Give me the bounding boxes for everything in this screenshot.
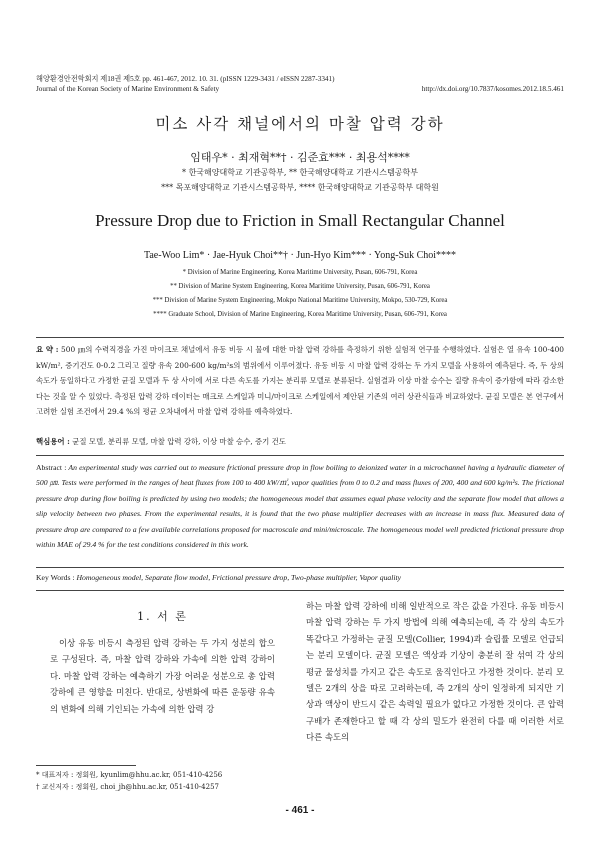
keywords-bottom-rule (36, 590, 564, 591)
affiliation-ko-2: *** 목포해양대학교 기관시스템공학부, **** 한국해양대학교 기관공학부 대학원 (161, 183, 439, 192)
authors-english: Tae-Woo Lim* · Jae-Hyuk Choi**† · Jun-Hyo Kim*** · Yong-Suk Choi**** (143, 250, 457, 261)
abstract-top-rule (36, 337, 564, 338)
footnote-corresponding: † 교신저자 : 정회원, choi_jh@hhu.ac.kr, 051-410-4257 (36, 783, 219, 791)
keywords-ko-text: 균질 모델, 분리류 모델, 마찰 압력 강하, 이상 마찰 승수, 증기 건도 (72, 437, 286, 446)
abstract-ko-label: 요 약 : (36, 345, 59, 354)
abstract-en-label: Abstract : (36, 463, 67, 472)
journal-header-en: Journal of the Korean Society of Marine Environment & Safety (36, 85, 220, 93)
affiliation-en-4: **** Graduate School, Division of Marine Engineering, Korea Maritime University, Pusan, 606-791, Korea (153, 311, 447, 318)
footnote-author: * 대표저자 : 정회원, kyunlim@hhu.ac.kr, 051-410-4256 (36, 771, 223, 779)
affiliation-en-3: *** Division of Marine System Engineering, Mokpo National Maritime University, Mokpo, 530-729, Korea (152, 297, 448, 304)
keywords-ko-label: 핵심용어 : (36, 437, 70, 446)
authors-korean: 임태우* · 최재혁**† · 김준효*** · 최용석**** (190, 151, 410, 164)
section-title-introduction: 1. 서 론 (137, 610, 188, 623)
journal-header-ko: 해양환경안전학회지 제18권 제5호 pp. 461-467, 2012. 10. 31. (pISSN 1229-3431 / eISSN 2287-3341) (36, 75, 335, 83)
affiliation-en-1: * Division of Marine Engineering, Korea Maritime University, Pusan, 606-791, Korea (182, 269, 418, 276)
page-number: - 461 - (285, 805, 315, 816)
keywords-en-label: Key Words : (36, 573, 75, 582)
keywords-english (36, 570, 564, 585)
body-column-left: 이상 유동 비등시 측정된 압력 강하는 두 가지 성분의 합으로 구성된다. 즉, 마찰 압력 강하와 가속에 의한 압력 강하이다. 마찰 압력 강하는 예측하기 가장 어려운 성분으로 총 압력 강하에 큰 영향을 미친다. 반대로, 상변화에 따른 운동량 유속의 변화에 의해 기인되는 가속에 의한 압력 강 (50, 638, 275, 714)
affiliation-ko-1: * 한국해양대학교 기관공학부, ** 한국해양대학교 기관시스템공학부 (182, 168, 418, 177)
affiliation-en-2: ** Division of Marine System Engineering, Korea Maritime University, Pusan, 606-791, Korea (170, 283, 430, 290)
abstract-en-text: An experimental study was carried out to measure frictional pressure drop in flow boiling to deionized water in a microchannel having a hydraulic diameter of 500 ㎛. Tests were performed in the ranges of heat fluxes from 100 to 400 kW/㎡, vapor qualities from 0 to 0.2 and mass fluxes of 200, 400 and 600 kg/m²s. The frictional pressure drop during flow boiling is predicted by using two models; the homogeneous model that assumes equal phase velocity and the separate flow model that allows a slip velocity between two phases. From the experimental results, it is found that the two phase multiplier decreases with an increase in mass flux. Measured data of pressure drop are compared to a few available correlations proposed for macroscale and mini/microscale. The homogeneous model well predicted frictional pressure drop within MAE of 29.4 % for the test conditions considered in this work. (36, 463, 564, 550)
abstract-mid-rule (36, 455, 564, 456)
abstract-english (36, 460, 564, 552)
title-english: Pressure Drop due to Friction in Small Rectangular Channel (95, 211, 505, 230)
body-column-right: 하는 마찰 압력 강하에 비해 일반적으로 작은 값을 가진다. 유동 비등시 마찰 압력 강하는 두 가지 방법에 의해 예측되는데, 즉 각 상의 속도가 똑같다고 가정하는 균질 모델(Collier, 1994)과 슬립률 모델로 언급되는 분리 모델이다. 균질 모델은 액상과 기상이 충분히 잘 섞여 각 상의 평균 물성치를 가지고 같은 속도로 움직인다고 가정한 것이다. 분리 모델은 2개의 상을 따로 고려하는데, 즉 2개의 상이 일정하게 되지만 기상과 액상이 반드시 같은 속력일 필요가 없다고 가정한 것이다. 큰 압력 구배가 존재한다고 할 때 각 상의 밀도가 완전히 다를 때 이러한 서로 다른 속도의 (306, 601, 564, 743)
abstract-ko-text: 500 ㎛의 수력직경을 가진 마이크로 채널에서 유동 비등 시 물에 대한 마찰 압력 강하를 측정하기 위한 실험적 연구를 수행하였다. 실험은 열 유속 100-400 kW/m², 증기건도 0-0.2 그리고 질량 유속 200-600 kg/m²s의 범위에서 이루어졌다. 유동 비등 시 마찰 압력 강하는 두 가지 모델을 사용하여 예측된다. 즉, 두 상의 속도가 동일하다고 가정한 균질 모델과 두 상 사이에 서로 다른 속도를 가지는 분리류 모델로 분류된다. 실험결과 이상 마찰 승수는 질량 유속이 증가함에 따라 감소한다는 것을 알 수 있었다. 측정된 압력 강하 데이터는 매크로 스케일과 미니/마이크로 스케일에서 제안된 기존의 여러 상관식들과 비교하였다. 균질 모델은 본 연구에서 고려한 실험 조건에서 29.4 %의 평균 오차내에서 마찰 압력 강하를 예측하였다. (36, 345, 564, 417)
keywords-en-text: Homogeneous model, Separate flow model, Frictional pressure drop, Two-phase multiplier, Vapor quality (76, 573, 402, 582)
abstract-korean (36, 342, 564, 420)
doi-link[interactable]: http://dx.doi.org/10.7837/kosomes.2012.18.5.461 (421, 85, 564, 93)
title-korean: 미소 사각 채널에서의 마찰 압력 강하 (155, 115, 445, 133)
footnote-rule (36, 765, 136, 766)
keywords-korean (36, 434, 564, 450)
keywords-top-rule (36, 567, 564, 568)
